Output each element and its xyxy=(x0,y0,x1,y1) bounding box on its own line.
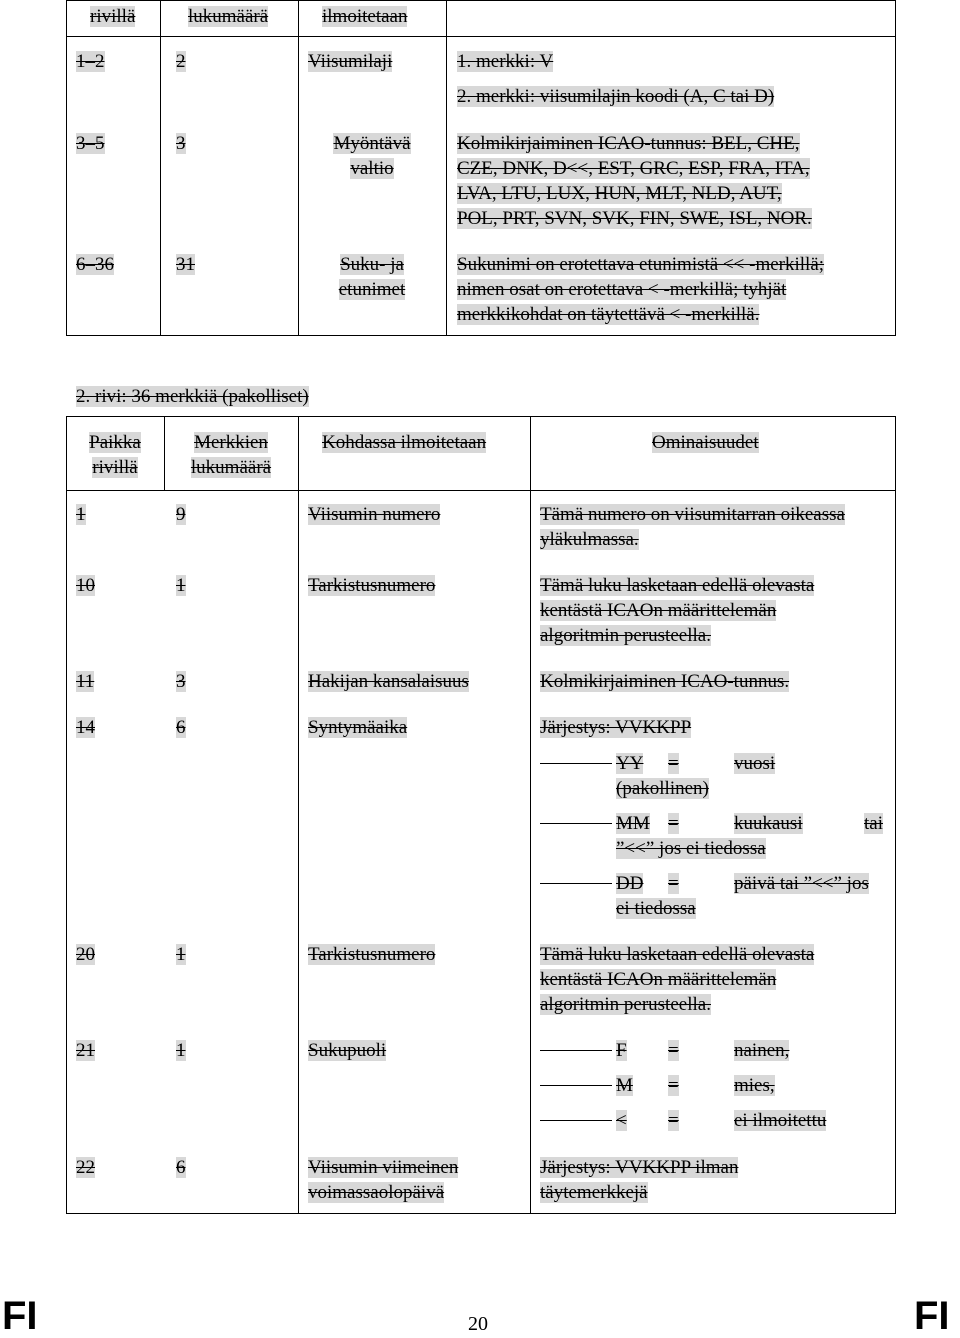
table-row: 6 xyxy=(176,717,186,738)
table-1-header-pos: rivillä xyxy=(90,6,136,27)
table-2-col-divider xyxy=(298,416,299,1214)
table-row-desc: algoritmin perusteella. xyxy=(540,994,711,1015)
table-row: voimassaolopäivä xyxy=(308,1182,445,1203)
table-2-header-count: lukumäärä xyxy=(190,457,272,478)
table-row-desc: Kolmikirjaiminen ICAO-tunnus. xyxy=(540,671,790,692)
list-dash xyxy=(540,1050,612,1051)
list-dash xyxy=(540,763,612,764)
list-item-eq: = xyxy=(668,753,679,774)
table-row-desc: POL, PRT, SVN, SVK, FIN, SWE, ISL, NOR. xyxy=(457,208,812,229)
table-1-header-count: lukumäärä xyxy=(188,6,269,27)
list-dash xyxy=(540,823,612,824)
table-row: Viisumin viimeinen xyxy=(308,1157,459,1178)
list-item-eq: = xyxy=(668,1075,679,1096)
footer-language-code-left: FI xyxy=(2,1294,38,1338)
table-row-desc: Kolmikirjaiminen ICAO-tunnus: BEL, CHE, xyxy=(457,133,800,154)
table-2-header-divider xyxy=(66,490,896,491)
list-item-cont: ei tiedossa xyxy=(616,898,696,919)
list-item-eq: = xyxy=(668,1040,679,1061)
table-row: Hakijan kansalaisuus xyxy=(308,671,469,692)
table-row: 9 xyxy=(176,504,186,525)
list-item-text: ei ilmoitettu xyxy=(734,1110,827,1131)
table-row-desc: Järjestys: VVKKPP ilman xyxy=(540,1157,739,1178)
list-item-code: < xyxy=(616,1110,627,1131)
table-row-desc: 1. merkki: V xyxy=(457,51,554,72)
list-item-code: F xyxy=(616,1040,627,1061)
table-row: Tarkistusnumero xyxy=(308,944,436,965)
table-2-header-field: Kohdassa ilmoitetaan xyxy=(322,432,487,453)
table-row-desc: algoritmin perusteella. xyxy=(540,625,711,646)
table-row: 1 xyxy=(176,1040,186,1061)
table-row-desc: Tämä numero on viisumitarran oikeassa xyxy=(540,504,845,525)
list-item-cont: (pakollinen) xyxy=(616,778,709,799)
table-row: Syntymäaika xyxy=(308,717,408,738)
list-item-code: DD xyxy=(616,873,644,894)
table-row: 6–36 xyxy=(76,254,114,275)
list-dash xyxy=(540,1120,612,1121)
list-item-text: päivä tai ”<<” jos xyxy=(734,873,869,894)
table-row: Viisumilaji xyxy=(308,51,393,72)
table-row: 20 xyxy=(76,944,95,965)
table-1-header-divider xyxy=(66,36,896,37)
table-row-desc: Tämä luku lasketaan edellä olevasta xyxy=(540,944,815,965)
table-row-desc: yläkulmassa. xyxy=(540,529,639,550)
table-1-header-field: ilmoitetaan xyxy=(322,6,408,27)
table-row: Sukupuoli xyxy=(308,1040,387,1061)
table-row: Suku- ja xyxy=(340,254,404,275)
table-row-desc: CZE, DNK, D<<, EST, GRC, ESP, FRA, ITA, xyxy=(457,158,810,179)
table-row-desc: kentästä ICAOn määrittelemän xyxy=(540,969,777,990)
table-row: 14 xyxy=(76,717,95,738)
footer-language-code-right: FI xyxy=(914,1294,950,1338)
table-row: 31 xyxy=(176,254,195,275)
list-item-text: kuukausi xyxy=(734,813,803,834)
table-row: 3 xyxy=(176,671,186,692)
table-row-desc: LVA, LTU, LUX, HUN, MLT, NLD, AUT, xyxy=(457,183,782,204)
table-row: Tarkistusnumero xyxy=(308,575,436,596)
table-2-col-divider xyxy=(530,416,531,1214)
table-row: 10 xyxy=(76,575,95,596)
table-2-header-desc: Ominaisuudet xyxy=(652,432,759,453)
table-row: 6 xyxy=(176,1157,186,1178)
table-row: 1 xyxy=(176,944,186,965)
table-row-desc: kentästä ICAOn määrittelemän xyxy=(540,600,777,621)
table-row: Myöntävä xyxy=(333,133,411,154)
list-item-text: vuosi xyxy=(734,753,776,774)
table-row: 1 xyxy=(76,504,86,525)
page-number: 20 xyxy=(468,1313,488,1335)
table-row: Viisumin numero xyxy=(308,504,441,525)
list-item-eq: = xyxy=(668,1110,679,1131)
table-row-desc: Tämä luku lasketaan edellä olevasta xyxy=(540,575,815,596)
list-item-code: M xyxy=(616,1075,633,1096)
table-2-header-count: Merkkien xyxy=(194,432,268,453)
section-title: 2. rivi: 36 merkkiä (pakolliset) xyxy=(76,386,309,407)
table-row: 3 xyxy=(176,133,186,154)
table-row: 1–2 xyxy=(76,51,105,72)
table-1-col-divider xyxy=(446,0,447,336)
table-row: 21 xyxy=(76,1040,95,1061)
table-row: etunimet xyxy=(338,279,406,300)
list-item-code: YY xyxy=(616,753,644,774)
table-row-desc: 2. merkki: viisumilajin koodi (A, C tai D) xyxy=(457,86,775,107)
table-row-desc: Sukunimi on erotettava etunimistä << -merkillä; xyxy=(457,254,825,275)
list-item-text: mies, xyxy=(734,1075,775,1096)
list-item-cont: ”<<” jos ei tiedossa xyxy=(616,838,766,859)
list-item-eq: = xyxy=(668,873,679,894)
table-row: 2 xyxy=(176,51,186,72)
table-row: 11 xyxy=(76,671,95,692)
list-item-eq: = xyxy=(668,813,679,834)
table-row: 22 xyxy=(76,1157,95,1178)
list-item-code: MM xyxy=(616,813,650,834)
table-row-desc: Järjestys: VVKKPP xyxy=(540,717,692,738)
table-row: valtio xyxy=(350,158,394,179)
table-row-desc: täytemerkkejä xyxy=(540,1182,648,1203)
table-2-header-pos: rivillä xyxy=(92,457,138,478)
table-row-desc: nimen osat on erotettava < -merkillä; tyhjät xyxy=(457,279,787,300)
list-dash xyxy=(540,1085,612,1086)
table-row-desc: merkkikohdat on täytettävä < -merkillä. xyxy=(457,304,760,325)
list-item-tail: tai xyxy=(864,813,883,834)
table-2-header-pos: Paikka xyxy=(89,432,141,453)
table-1-col-divider xyxy=(160,0,161,336)
list-dash xyxy=(540,883,612,884)
table-row: 1 xyxy=(176,575,186,596)
list-item-text: nainen, xyxy=(734,1040,790,1061)
table-row: 3–5 xyxy=(76,133,105,154)
